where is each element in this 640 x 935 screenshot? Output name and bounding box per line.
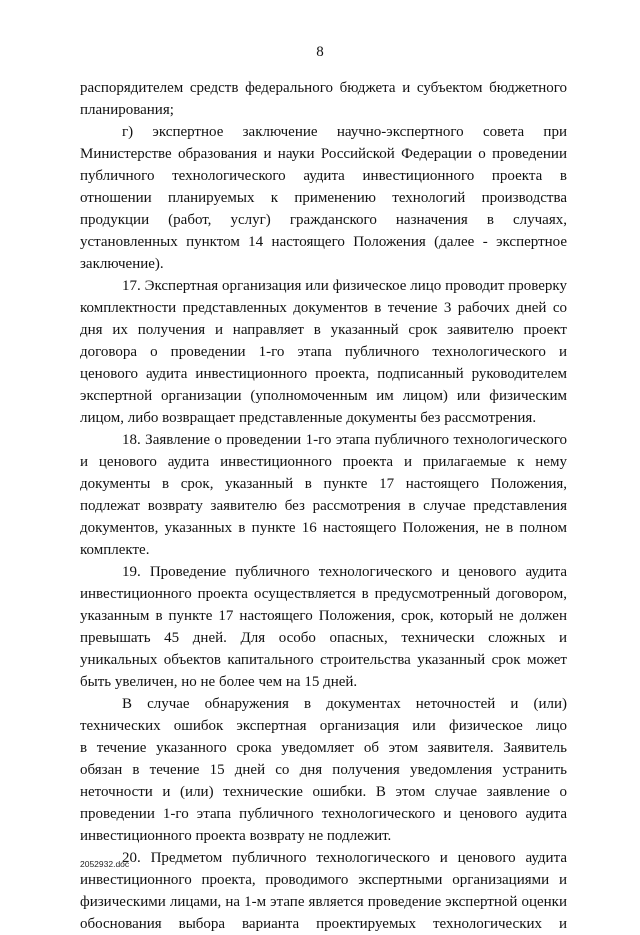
text-line: указанным в пункте 17 настоящего Положения, срок, который не должен	[80, 608, 567, 624]
text-line: публичного технологического аудита инвестиционного проекта в	[80, 168, 567, 184]
text-line: установленных пунктом 14 настоящего Положения (далее - экспертное	[80, 234, 567, 250]
text-line: документы в срок, указанный в пункте 17 настоящего Положения,	[80, 476, 567, 492]
text-line: инвестиционного проекта возврату не подлежит.	[80, 828, 392, 844]
text-line: технических ошибок экспертная организация или физическое лицо	[80, 718, 567, 734]
text-line: ценового аудита инвестиционного проекта, подписанный руководителем	[80, 366, 567, 382]
text-line: лицом, либо возвращает представленные документы без рассмотрения.	[80, 410, 537, 426]
text-line: экспертной организации (уполномоченным им лицом) или физическим	[80, 388, 567, 404]
text-line: неточности и (или) технические ошибки. В этом случае заявление о	[80, 784, 567, 800]
text-line: обоснования выбора варианта проектируемых технологических и	[80, 916, 567, 932]
text-line: обязан в течение 15 дней со дня получения уведомления устранить	[80, 762, 567, 778]
text-line: инвестиционного проекта, проводимого экспертными организациями и	[80, 872, 567, 888]
text-line: комплекте.	[80, 542, 150, 558]
text-line: планирования;	[80, 102, 174, 118]
text-line: распорядителем средств федерального бюджета и субъектом бюджетного	[80, 80, 567, 96]
text-line: 18. Заявление о проведении 1-го этапа публичного технологического	[122, 432, 567, 448]
text-line: комплектности представленных документов в течение 3 рабочих дней со	[80, 300, 567, 316]
text-line: Министерстве образования и науки Российской Федерации о проведении	[80, 146, 567, 162]
text-line: 17. Экспертная организация или физическое лицо проводит проверку	[122, 278, 567, 294]
text-line: превышать 45 дней. Для особо опасных, технически сложных и	[80, 630, 567, 646]
text-line: и ценового аудита инвестиционного проекта и прилагаемые к нему	[80, 454, 567, 470]
body-text	[80, 77, 567, 935]
text-line: продукции (работ, услуг) гражданского назначения в случаях,	[80, 212, 567, 228]
text-line: дня их получения и направляет в указанный срок заявителю проект	[80, 322, 567, 338]
text-line: отношении планируемых к применению технологий производства	[80, 190, 567, 206]
text-line: в течение указанного срока уведомляет об этом заявителя. Заявитель	[80, 740, 567, 756]
text-line: документов, указанных в пункте 16 настоящего Положения, не в полном	[80, 520, 567, 536]
text-line: договора о проведении 1-го этапа публичного технологического и	[80, 344, 567, 360]
text-line: В случае обнаружения в документах неточностей и (или)	[122, 696, 567, 712]
document-filename: 2052932.doc	[80, 859, 130, 869]
text-line: заключение).	[80, 256, 164, 272]
text-line: подлежат возврату заявителю без рассмотрения в случае представления	[80, 498, 567, 514]
text-line: уникальных объектов капитального строительства указанный срок может	[80, 652, 567, 668]
page-number: 8	[316, 44, 324, 60]
text-line: 20. Предметом публичного технологического и ценового аудита	[122, 850, 567, 866]
text-line: 19. Проведение публичного технологического и ценового аудита	[122, 564, 567, 580]
text-line: быть увеличен, но не более чем на 15 дней.	[80, 674, 358, 690]
text-line: физическими лицами, на 1-м этапе является проведение экспертной оценки	[80, 894, 567, 910]
text-line: проведении 1-го этапа публичного технологического и ценового аудита	[80, 806, 567, 822]
text-line: г) экспертное заключение научно-экспертного совета при	[122, 124, 567, 140]
text-line: инвестиционного проекта осуществляется в предусмотренный договором,	[80, 586, 567, 602]
